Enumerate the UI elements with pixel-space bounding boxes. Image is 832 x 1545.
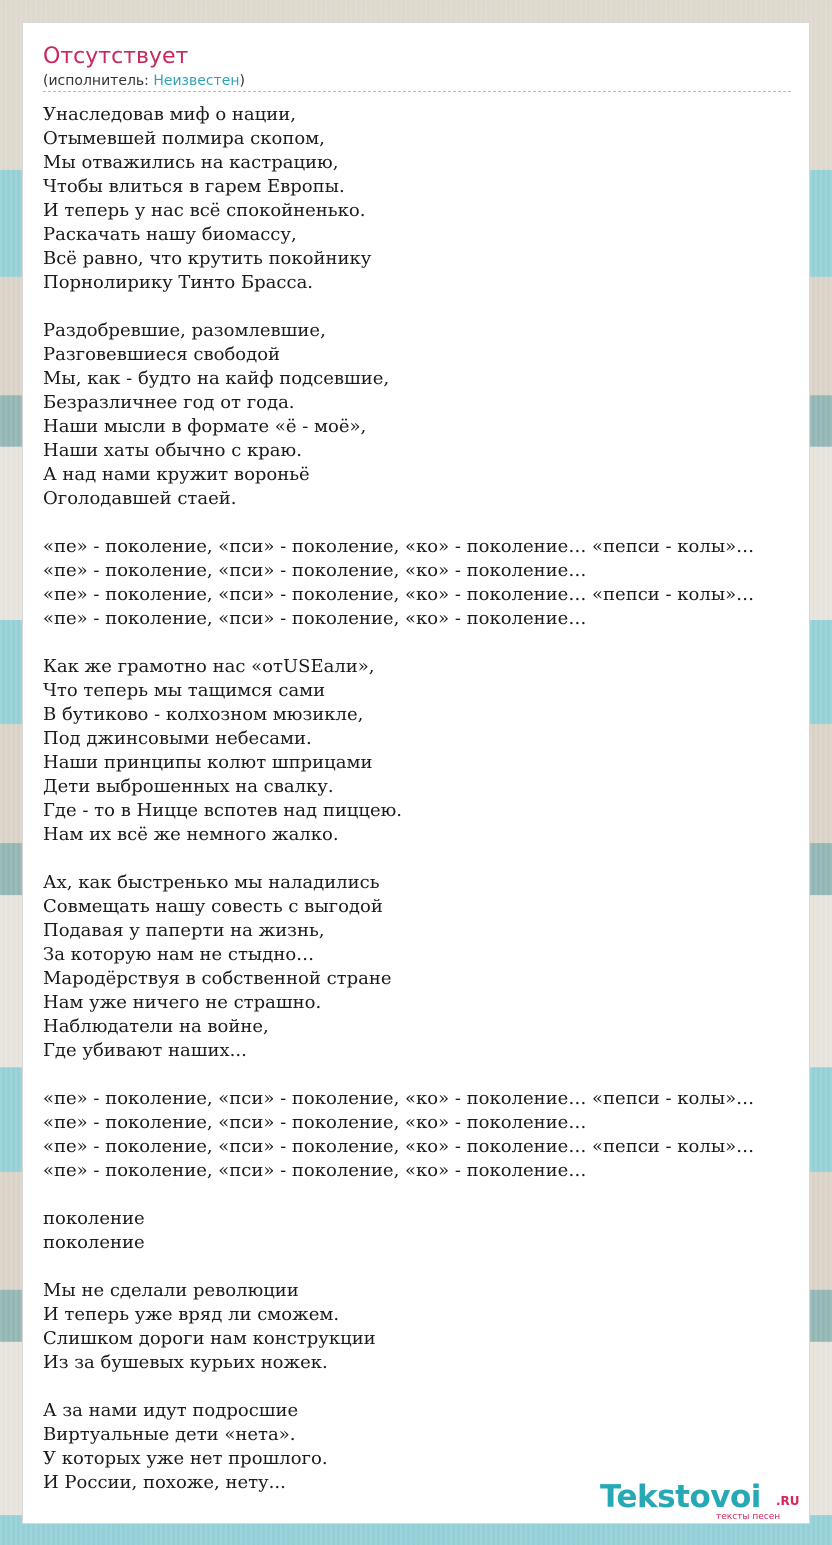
lyric-line: Нам уже ничего не страшно. — [43, 992, 322, 1013]
stanza-break — [43, 1183, 832, 1207]
lyric-line: «пе» - поколение, «пси» - поколение, «ко» - поколение… — [43, 1112, 587, 1133]
lyric-line: Наши хаты обычно с краю. — [43, 440, 302, 461]
lyric-line: За которую нам не стыдно… — [43, 944, 315, 965]
lyric-line: «пе» - поколение, «пси» - поколение, «ко» - поколение… «пепси - колы»… — [43, 536, 755, 557]
lyric-line: Слишком дороги нам конструкции — [43, 1328, 376, 1349]
lyric-line: Порнолирику Тинто Брасса. — [43, 272, 314, 293]
artist-suffix: ) — [239, 73, 245, 89]
lyric-line: «пе» - поколение, «пси» - поколение, «ко» - поколение… «пепси - колы»… — [43, 1088, 755, 1109]
lyric-line: Совмещать нашу совесть с выгодой — [43, 896, 383, 917]
lyric-line: поколение — [43, 1208, 145, 1229]
site-logo[interactable] — [600, 1480, 810, 1524]
lyric-line: И теперь у нас всё спокойненько. — [43, 200, 366, 221]
lyric-line: поколение — [43, 1232, 145, 1253]
lyric-line: Раскачать нашу биомассу, — [43, 224, 297, 245]
stanza-break — [43, 631, 832, 655]
lyric-line: Дети выброшенных на свалку. — [43, 776, 334, 797]
lyric-line: Виртуальные дети «нета». — [43, 1424, 296, 1445]
lyric-line: Чтобы влиться в гарем Европы. — [43, 176, 345, 197]
lyric-line: И теперь уже вряд ли сможем. — [43, 1304, 340, 1325]
artist-link[interactable]: Неизвестен — [153, 73, 240, 89]
lyric-line: Нам их всё же немного жалко. — [43, 824, 339, 845]
lyric-line: Где - то в Ницце вспотев над пиццею. — [43, 800, 403, 821]
lyric-line: Из за бушевых курьих ножек. — [43, 1352, 328, 1373]
stanza-break — [43, 1375, 832, 1399]
lyric-line: А над нами кружит вороньё — [43, 464, 310, 485]
lyrics-card — [22, 22, 810, 1524]
lyric-line: Где убивают наших... — [43, 1040, 247, 1061]
lyric-line: «пе» - поколение, «пси» - поколение, «ко» - поколение… — [43, 560, 587, 581]
lyric-line: А за нами идут подросшие — [43, 1400, 299, 1421]
lyric-line: И России, похоже, нету... — [43, 1472, 286, 1493]
lyric-line: Мы, как - будто на кайф подсевшие, — [43, 368, 390, 389]
lyric-line: «пе» - поколение, «пси» - поколение, «ко» - поколение… «пепси - колы»… — [43, 584, 755, 605]
lyric-line: Под джинсовыми небесами. — [43, 728, 312, 749]
lyric-line: Подавая у паперти на жизнь, — [43, 920, 325, 941]
title-divider — [43, 91, 791, 92]
lyrics-text — [43, 103, 832, 1495]
stanza-break — [43, 847, 832, 871]
artist-line — [43, 73, 245, 89]
lyric-line: Мародёрствуя в собственной стране — [43, 968, 392, 989]
lyric-line: Наши мысли в формате «ё - моё», — [43, 416, 367, 437]
stanza-break — [43, 511, 832, 535]
lyric-line: Что теперь мы тащимся сами — [43, 680, 326, 701]
lyric-line: Оголодавшей стаей. — [43, 488, 237, 509]
lyric-line: Наши принципы колют шприцами — [43, 752, 373, 773]
lyric-line: Наблюдатели на войне, — [43, 1016, 269, 1037]
lyric-line: Ах, как быстренько мы наладились — [43, 872, 380, 893]
lyric-line: Разговевшиеся свободой — [43, 344, 281, 365]
logo-tagline: тексты песен — [716, 1512, 781, 1522]
lyric-line: «пе» - поколение, «пси» - поколение, «ко» - поколение… — [43, 608, 587, 629]
lyric-line: «пе» - поколение, «пси» - поколение, «ко» - поколение… «пепси - колы»… — [43, 1136, 755, 1157]
lyric-line: «пе» - поколение, «пси» - поколение, «ко» - поколение… — [43, 1160, 587, 1181]
stanza-break — [43, 295, 832, 319]
lyric-line: Отымевшей полмира скопом, — [43, 128, 325, 149]
lyric-line: Безразличнее год от года. — [43, 392, 295, 413]
lyric-line: Всё равно, что крутить покойнику — [43, 248, 372, 269]
lyric-line: Раздобревшие, разомлевшие, — [43, 320, 326, 341]
lyric-line: У которых уже нет прошлого. — [43, 1448, 328, 1469]
lyric-line: Унаследовав миф о нации, — [43, 104, 296, 125]
song-title: Отсутствует — [43, 44, 189, 69]
artist-prefix: (исполнитель: — [43, 73, 154, 89]
lyric-line: Как же грамотно нас «отUSEали», — [43, 656, 375, 677]
logo-domain: .RU — [776, 1494, 800, 1508]
logo-wordmark: Tekstovoi — [600, 1479, 761, 1515]
stanza-break — [43, 1063, 832, 1087]
lyric-line: В бутиково - колхозном мюзикле, — [43, 704, 364, 725]
lyric-line: Мы не сделали революции — [43, 1280, 299, 1301]
lyric-line: Мы отважились на кастрацию, — [43, 152, 339, 173]
stanza-break — [43, 1255, 832, 1279]
